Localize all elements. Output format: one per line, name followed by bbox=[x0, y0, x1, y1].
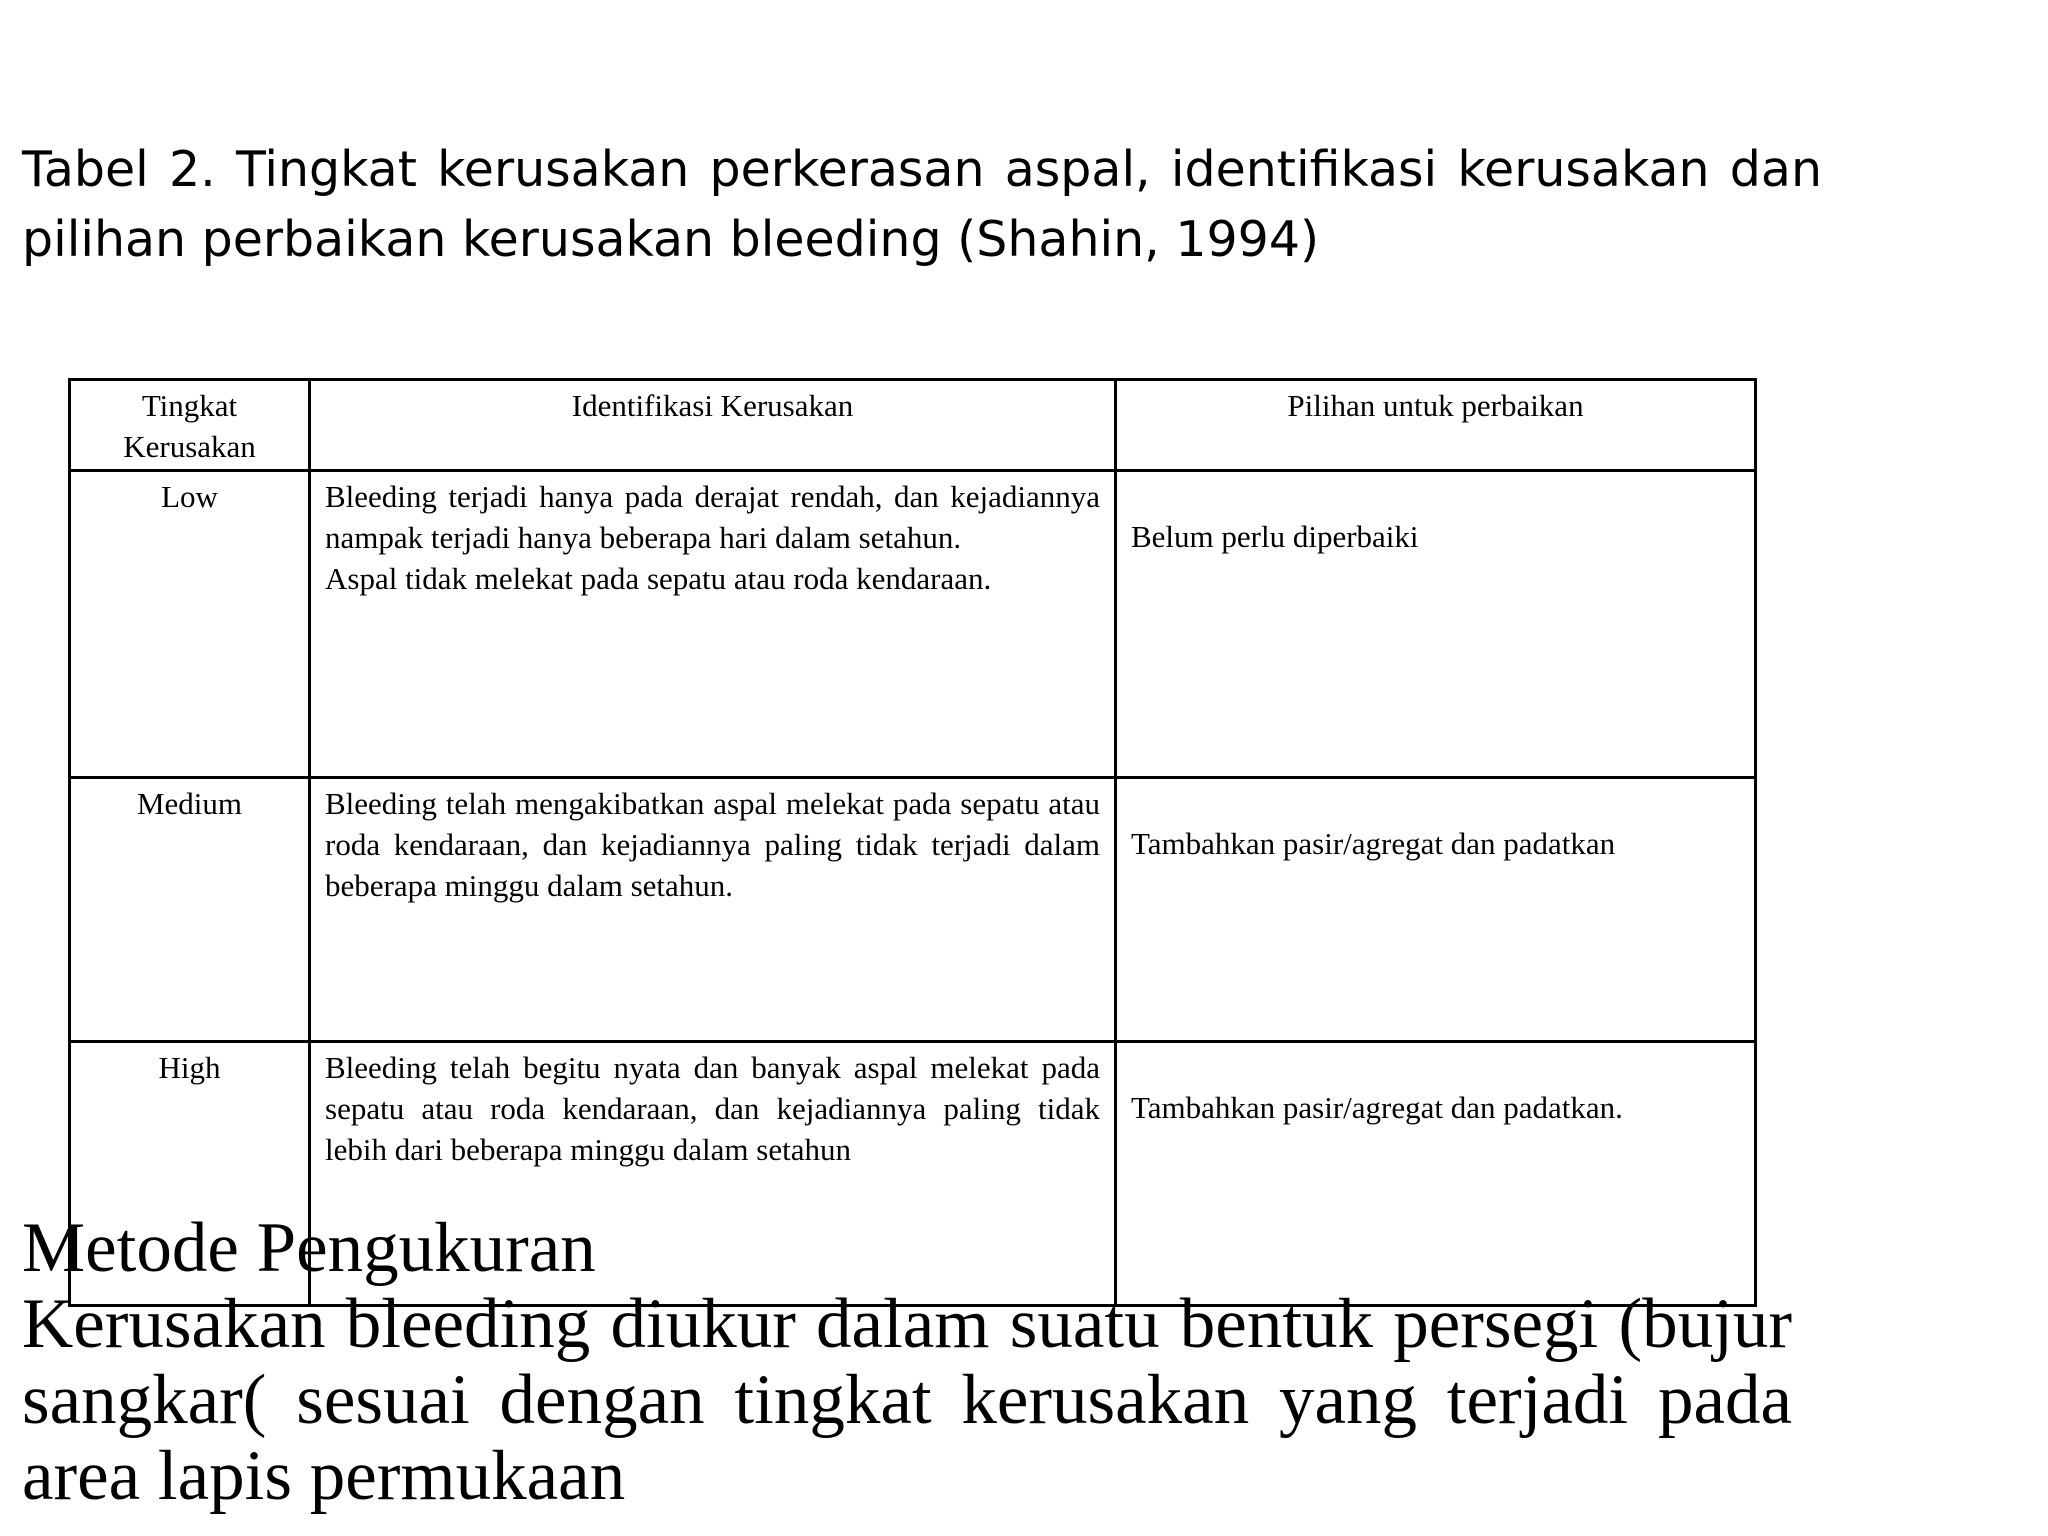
table-header-row bbox=[70, 380, 1756, 471]
cell-repair: Tambahkan pasir/agregat dan padatkan bbox=[1116, 778, 1756, 1042]
cell-level: Medium bbox=[70, 778, 310, 1042]
cell-level: High bbox=[70, 1042, 310, 1306]
header-damage-identification: Identifikasi Kerusakan bbox=[310, 380, 1116, 471]
identification-text: Bleeding telah begitu nyata dan banyak aspal melekat pada sepatu atau roda kendaraan, dan kejadiannya paling tidak lebih dari beberapa minggu dalam setahun bbox=[325, 1050, 1100, 1167]
table-caption: Tabel 2. Tingkat kerusakan perkerasan aspal, identifikasi kerusakan dan pilihan perbaikan kerusakan bleeding (Shahin, 1994) bbox=[22, 141, 1822, 268]
header-repair-options: Pilihan untuk perbaikan bbox=[1116, 380, 1756, 471]
cell-repair: Belum perlu diperbaiki bbox=[1116, 471, 1756, 778]
table-row-medium bbox=[70, 778, 1756, 1042]
bleeding-damage-table bbox=[68, 378, 1757, 1307]
identification-text: Bleeding telah mengakibatkan aspal melekat pada sepatu atau roda kendaraan, dan kejadiannya paling tidak terjadi dalam beberapa minggu dalam setahun. bbox=[325, 786, 1100, 903]
cell-identification bbox=[310, 778, 1116, 1042]
cell-identification bbox=[310, 471, 1116, 778]
section-heading: Metode Pengukuran bbox=[22, 1209, 596, 1287]
cell-repair: Tambahkan pasir/agregat dan padatkan. bbox=[1116, 1042, 1756, 1306]
header-damage-level: Tingkat Kerusakan bbox=[70, 380, 310, 471]
table-row-low bbox=[70, 471, 1756, 778]
identification-text: Aspal tidak melekat pada sepatu atau roda kendaraan. bbox=[325, 561, 992, 596]
measurement-method-section bbox=[22, 1210, 1792, 1514]
cell-level: Low bbox=[70, 471, 310, 778]
identification-text: Bleeding terjadi hanya pada derajat rendah, dan kejadiannya nampak terjadi hanya beberapa hari dalam setahun. bbox=[325, 479, 1100, 555]
section-paragraph: Kerusakan bleeding diukur dalam suatu bentuk persegi (bujur sangkar( sesuai dengan tingkat kerusakan yang terjadi pada area lapis permukaan bbox=[22, 1285, 1792, 1515]
